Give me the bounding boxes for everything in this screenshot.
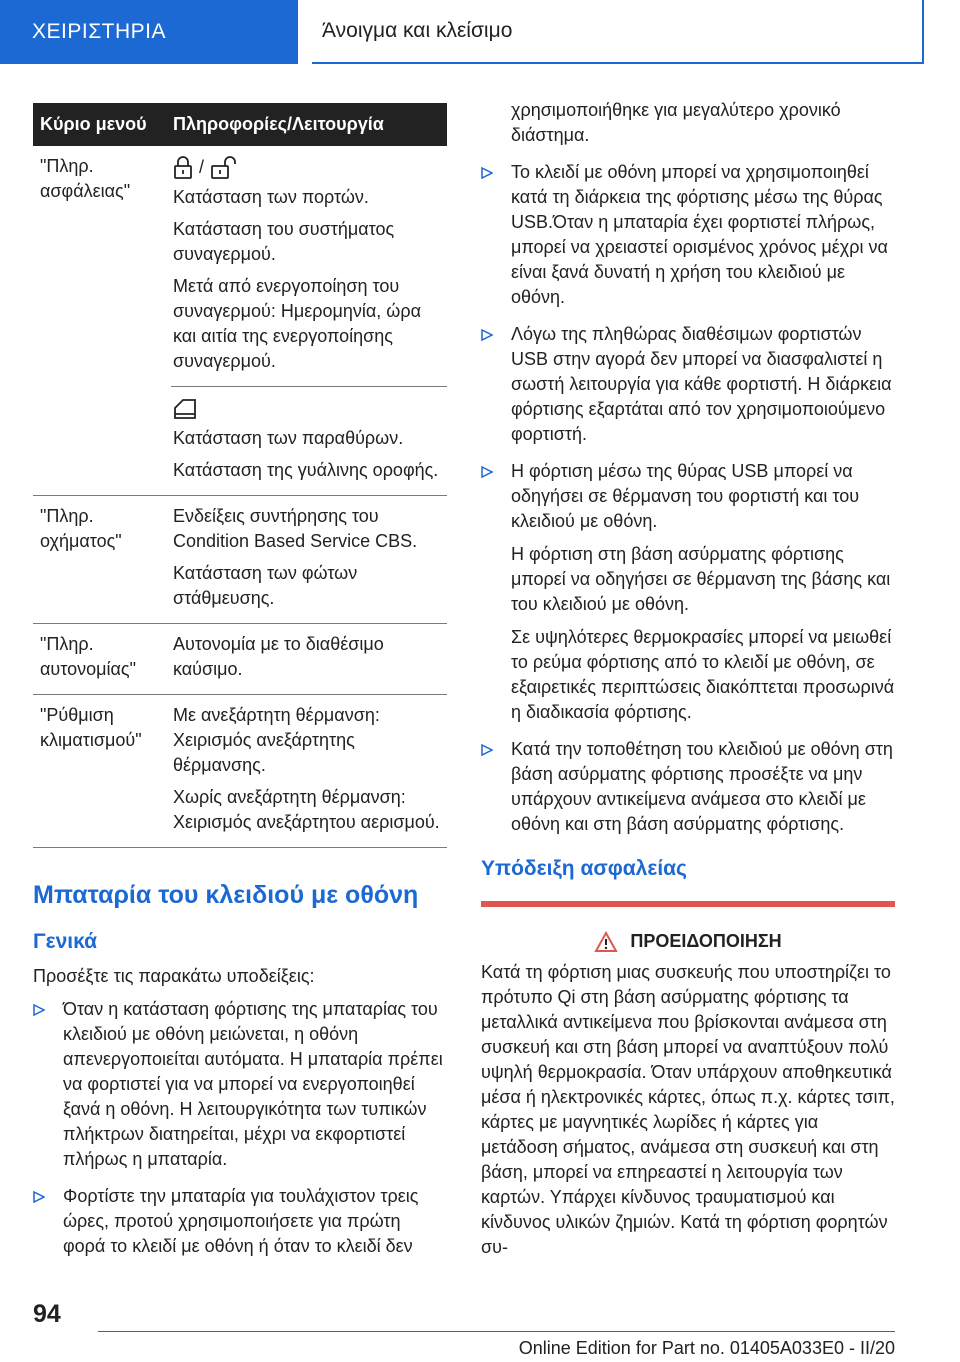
battery-section-title: Μπαταρία του κλειδιού με οθόνη: [33, 881, 419, 909]
info-cell: [171, 624, 447, 695]
general-heading: Γενικά: [33, 930, 98, 953]
triangle-bullet-icon: [481, 167, 493, 179]
menu-cell-climate: "Ρύθμιση κλιματισμού": [33, 695, 171, 848]
table-row: [33, 695, 447, 848]
list-item: [33, 1184, 447, 1259]
menu-table: [33, 103, 447, 848]
info-line: Κατάσταση του συστήματος συναγερμού.: [173, 219, 395, 264]
lock-icons: [173, 154, 447, 181]
footer-divider: [98, 1331, 895, 1332]
icon-separator: /: [199, 157, 205, 177]
list-item-continued: [481, 98, 895, 148]
list-item: [481, 160, 895, 310]
info-line: Με ανεξάρτητη θέρμανση: Χειρισμός ανεξάρτητης θέρμανσης.: [173, 705, 380, 775]
window-icon-line: [173, 395, 447, 422]
info-line: Κατάσταση των πορτών.: [173, 187, 369, 207]
section-tab: ΧΕΙΡΙΣΤΗΡΙΑ: [0, 0, 298, 64]
info-cell: [171, 146, 447, 387]
safety-heading: Υπόδειξη ασφαλείας: [481, 857, 687, 880]
lock-closed-icon: [173, 156, 193, 180]
warning-box: [481, 907, 895, 1260]
lock-open-icon: [210, 156, 238, 180]
bullet-text: χρησιμοποιήθηκε για μεγαλύτερο χρονικό διάστημα.: [511, 100, 841, 145]
triangle-bullet-icon: [481, 744, 493, 756]
triangle-bullet-icon: [33, 1191, 45, 1203]
list-item: [33, 997, 447, 1172]
info-line: Κατάσταση της γυάλινης οροφής.: [173, 460, 439, 480]
info-cell: [171, 387, 447, 496]
bullet-text: Φορτίστε την μπαταρία για τουλάχιστον τρεις ώρες, προτού χρησιμοποιήσετε για πρώτη φορά το κλειδί με οθόνη ή όταν το κλειδί δεν: [63, 1186, 419, 1256]
menu-cell-range: "Πληρ. αυτονομίας": [33, 624, 171, 695]
menu-cell-vehicle: "Πληρ. οχήματος": [33, 496, 171, 624]
menu-table-header: [33, 103, 447, 146]
bullet-text: Λόγω της πληθώρας διαθέσιμων φορτιστών USB στην αγορά δεν μπορεί να διασφαλιστεί η σωστή λειτουργία για κάθε φορτιστή. Η διάρκεια φόρτισης εξαρτάται από τον χρησιμοποιούμενο φορτιστή.: [511, 324, 892, 444]
info-cell: [171, 496, 447, 624]
info-line: Μετά από ενεργοποίηση του συναγερμού: Ημερομηνία, ώρα και αιτία της ενεργοποίησης συναγερμού.: [173, 276, 421, 371]
intro-text: Προσέξτε τις παρακάτω υποδείξεις:: [33, 966, 315, 986]
menu-cell-security: "Πληρ. ασφάλειας": [33, 146, 171, 496]
list-item: [481, 737, 895, 837]
page-number: 94: [33, 1300, 61, 1328]
info-line: Χωρίς ανεξάρτητη θέρμανση: Χειρισμός ανεξάρτητου αερισμού.: [173, 787, 440, 832]
col-header-info: Πληροφορίες/Λειτουργία: [171, 103, 447, 146]
warning-label: ΠΡΟΕΙΔΟΠΟΙΗΣΗ: [630, 931, 782, 951]
triangle-bullet-icon: [481, 466, 493, 478]
chapter-title-text: Άνοιγμα και κλείσιμο: [322, 19, 513, 42]
table-row: [33, 146, 447, 387]
warning-text: Κατά τη φόρτιση μιας συσκευής που υποστηρίζει το πρότυπο Qi στη βάση ασύρματης φόρτισης τα μεταλλικά αντικείμενα που βρίσκονται ανάμεσα στη συσκευή και στη βάση μπορεί να αναπτύξουν πολύ υψηλή θερμοκρασία. Όταν υπάρχουν αποθηκευτικά μέσα ή ηλεκτρονικές κάρτες, όπως π.χ. κάρτες τσιπ, κάρτες με μαγνητικές λωρίδες ή κάρτες για μετάδοση σήματος, ανάμεσα στη συσκευή και στη βάση, μπορεί να επηρεαστεί η λειτουργία των καρτών. Υπάρχει κίνδυνος τραυματισμού και κίνδυνος υλικών ζημιών. Κατά τη φόρτιση φορητών συ-: [481, 962, 895, 1257]
triangle-bullet-icon: [33, 1004, 45, 1016]
battery-bullets-right: [481, 98, 895, 837]
col-header-main-menu: Κύριο μενού: [33, 103, 171, 146]
chapter-title: [312, 0, 924, 64]
right-column: [481, 98, 895, 1260]
info-line: Ενδείξεις συντήρησης του Condition Based Service CBS.: [173, 506, 418, 551]
bullet-text: Η φόρτιση στη βάση ασύρματης φόρτισης μπορεί να οδηγήσει σε θέρμανση της βάσης και του κλειδιού με οθόνη.: [511, 544, 891, 614]
list-item: [481, 322, 895, 447]
edition-footer: Online Edition for Part no. 01405A033E0 - II/20: [518, 1338, 895, 1358]
info-line: Αυτονομία με το διαθέσιμο καύσιμο.: [173, 634, 384, 679]
bullet-text: Σε υψηλότερες θερμοκρασίες μπορεί να μειωθεί το ρεύμα φόρτισης από το κλειδί με οθόνη, σε εξαιρετικές περιπτώσεις διακόπτεται προσωρινά η διαδικασία φόρτισης.: [511, 627, 895, 722]
bullet-text: Όταν η κατάσταση φόρτισης της μπαταρίας του κλειδιού με οθόνη μειώνεται, η οθόνη απενεργοποιείται αυτόματα. Η μπαταρία πρέπει να φορτιστεί για να μπορεί να ενεργοποιηθεί ξανά η οθόνη. Η λειτουργικότητα των τυπικών πλήκτρων διατηρείται, μέχρι να εκφορτιστεί πλήρως η μπαταρία.: [63, 999, 443, 1169]
list-item: [481, 459, 895, 725]
bullet-text: Η φόρτιση μέσω της θύρας USB μπορεί να οδηγήσει σε θέρμανση του φορτιστή και του κλειδιού με οθόνη.: [511, 461, 860, 531]
info-cell: [171, 695, 447, 848]
table-row: [33, 624, 447, 695]
info-line: Κατάσταση των φώτων στάθμευσης.: [173, 563, 358, 608]
battery-bullets-left: [33, 997, 447, 1259]
window-icon: [173, 398, 197, 420]
info-line: Κατάσταση των παραθύρων.: [173, 428, 404, 448]
left-column: [33, 103, 447, 1271]
warning-header: [481, 929, 895, 954]
bullet-text: Κατά την τοποθέτηση του κλειδιού με οθόνη στη βάση ασύρματης φόρτισης προσέξτε να μην υπάρχουν αντικείμενα ανάμεσα στο κλειδί με οθόνη και στη βάση ασύρματης φόρτισης.: [511, 739, 893, 834]
bullet-text: Το κλειδί με οθόνη μπορεί να χρησιμοποιηθεί κατά τη διάρκεια της φόρτισης μέσω της θύρας USB.Όταν η μπαταρία έχει φορτιστεί πλήρως, μπορεί να χρειαστεί ορισμένος χρόνος μέχρι να είναι ξανά δυνατή η χρήση του κλειδιού με οθόνη.: [511, 162, 888, 307]
warning-triangle-icon: [594, 931, 618, 953]
table-row: [33, 496, 447, 624]
triangle-bullet-icon: [481, 329, 493, 341]
